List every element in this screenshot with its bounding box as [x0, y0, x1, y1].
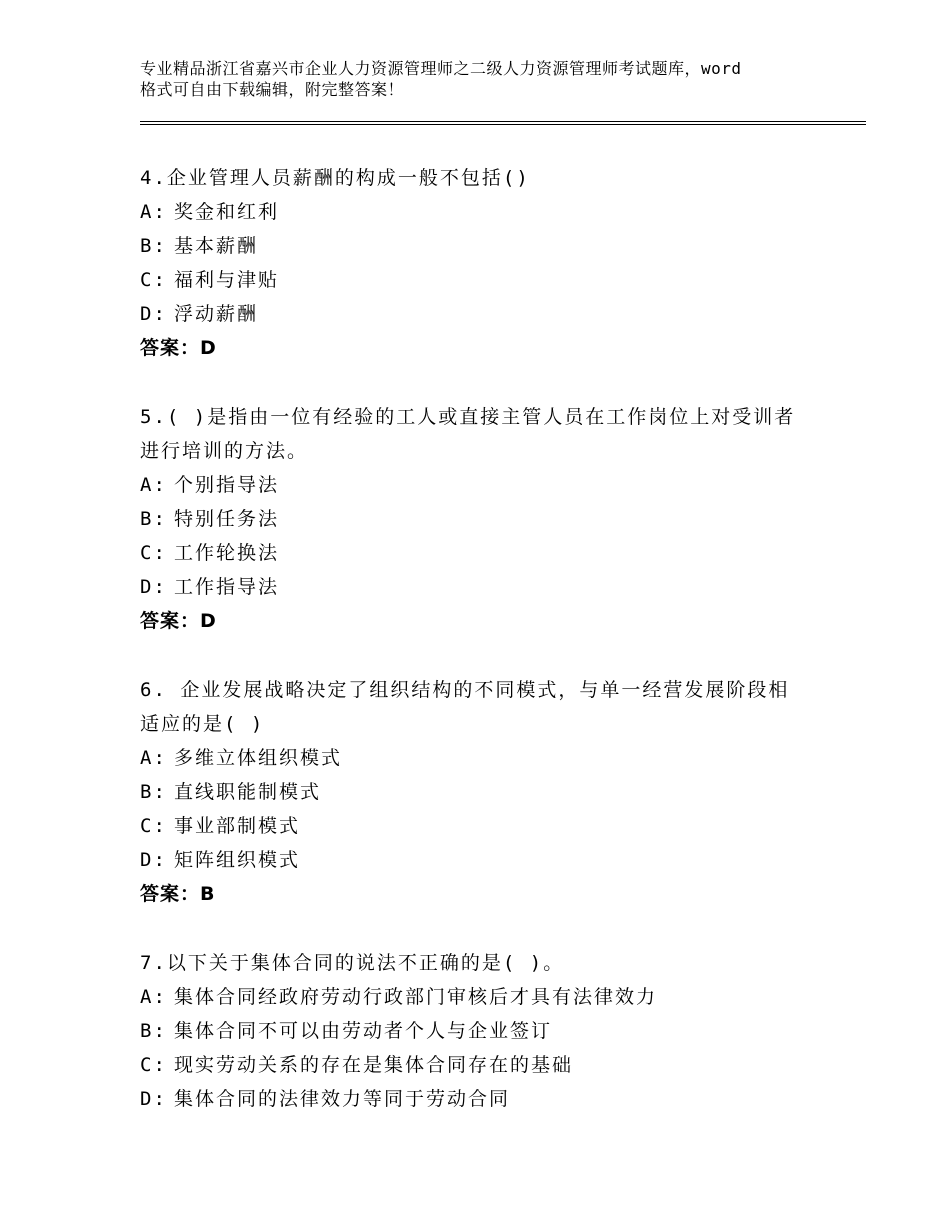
option-text: 工作指导法 — [174, 576, 280, 598]
option-text: 特别任务法 — [174, 508, 280, 530]
header-divider-top — [140, 121, 866, 122]
option-b — [140, 775, 830, 809]
option-key: C: — [140, 815, 167, 837]
option-text: 矩阵组织模式 — [174, 849, 301, 871]
question-stem: 6. 企业发展战略决定了组织结构的不同模式，与单一经营发展阶段相 — [140, 679, 790, 701]
question-stem: 7.以下关于集体合同的说法不正确的是( )。 — [140, 952, 565, 974]
question-stem-continued: 适应的是( ) — [140, 713, 265, 735]
option-c — [140, 809, 830, 843]
option-key: B: — [140, 235, 167, 257]
option-text: 福利与津贴 — [174, 269, 280, 291]
option-text: 个别指导法 — [174, 474, 280, 496]
header-line-1: 专业精品浙江省嘉兴市企业人力资源管理师之二级人力资源管理师考试题库，word — [140, 59, 742, 78]
option-text: 集体合同的法律效力等同于劳动合同 — [174, 1088, 511, 1110]
option-key: D: — [140, 576, 167, 598]
option-a — [140, 468, 830, 502]
option-c — [140, 1048, 830, 1082]
option-key: C: — [140, 269, 167, 291]
question-stem: 5.( )是指由一位有经验的工人或直接主管人员在工作岗位上对受训者 — [140, 406, 796, 428]
option-b — [140, 502, 830, 536]
answer: 答案：D — [140, 337, 217, 359]
option-text: 基本薪酬 — [174, 235, 259, 257]
header-line-2: 格式可自由下载编辑，附完整答案！ — [140, 80, 405, 99]
option-key: A: — [140, 986, 167, 1008]
option-text: 现实劳动关系的存在是集体合同存在的基础 — [174, 1054, 574, 1076]
answer: 答案：D — [140, 610, 217, 632]
document-header — [140, 58, 840, 100]
option-c — [140, 536, 830, 570]
option-key: D: — [140, 303, 167, 325]
question-stem-continued: 进行培训的方法。 — [140, 440, 309, 462]
option-text: 事业部制模式 — [174, 815, 301, 837]
option-text: 浮动薪酬 — [174, 303, 259, 325]
option-key: D: — [140, 849, 167, 871]
option-text: 工作轮换法 — [174, 542, 280, 564]
option-key: B: — [140, 781, 167, 803]
option-key: A: — [140, 747, 167, 769]
option-d — [140, 843, 830, 877]
question-6 — [140, 673, 830, 911]
header-divider-bottom — [140, 124, 866, 125]
option-a — [140, 741, 830, 775]
option-text: 集体合同不可以由劳动者个人与企业签订 — [174, 1020, 553, 1042]
answer: 答案：B — [140, 883, 216, 905]
option-a — [140, 195, 830, 229]
option-d — [140, 1082, 830, 1116]
option-a — [140, 980, 830, 1014]
question-stem: 4.企业管理人员薪酬的构成一般不包括() — [140, 167, 530, 189]
question-4 — [140, 161, 830, 365]
option-text: 多维立体组织模式 — [174, 747, 343, 769]
question-7 — [140, 946, 830, 1116]
option-key: B: — [140, 508, 167, 530]
option-key: D: — [140, 1088, 167, 1110]
question-5 — [140, 400, 830, 638]
option-key: A: — [140, 201, 167, 223]
option-d — [140, 297, 830, 331]
option-key: C: — [140, 1054, 167, 1076]
option-d — [140, 570, 830, 604]
option-b — [140, 1014, 830, 1048]
option-text: 奖金和红利 — [174, 201, 280, 223]
option-text: 集体合同经政府劳动行政部门审核后才具有法律效力 — [174, 986, 658, 1008]
option-text: 直线职能制模式 — [174, 781, 322, 803]
option-key: B: — [140, 1020, 167, 1042]
option-c — [140, 263, 830, 297]
option-key: C: — [140, 542, 167, 564]
option-b — [140, 229, 830, 263]
option-key: A: — [140, 474, 167, 496]
